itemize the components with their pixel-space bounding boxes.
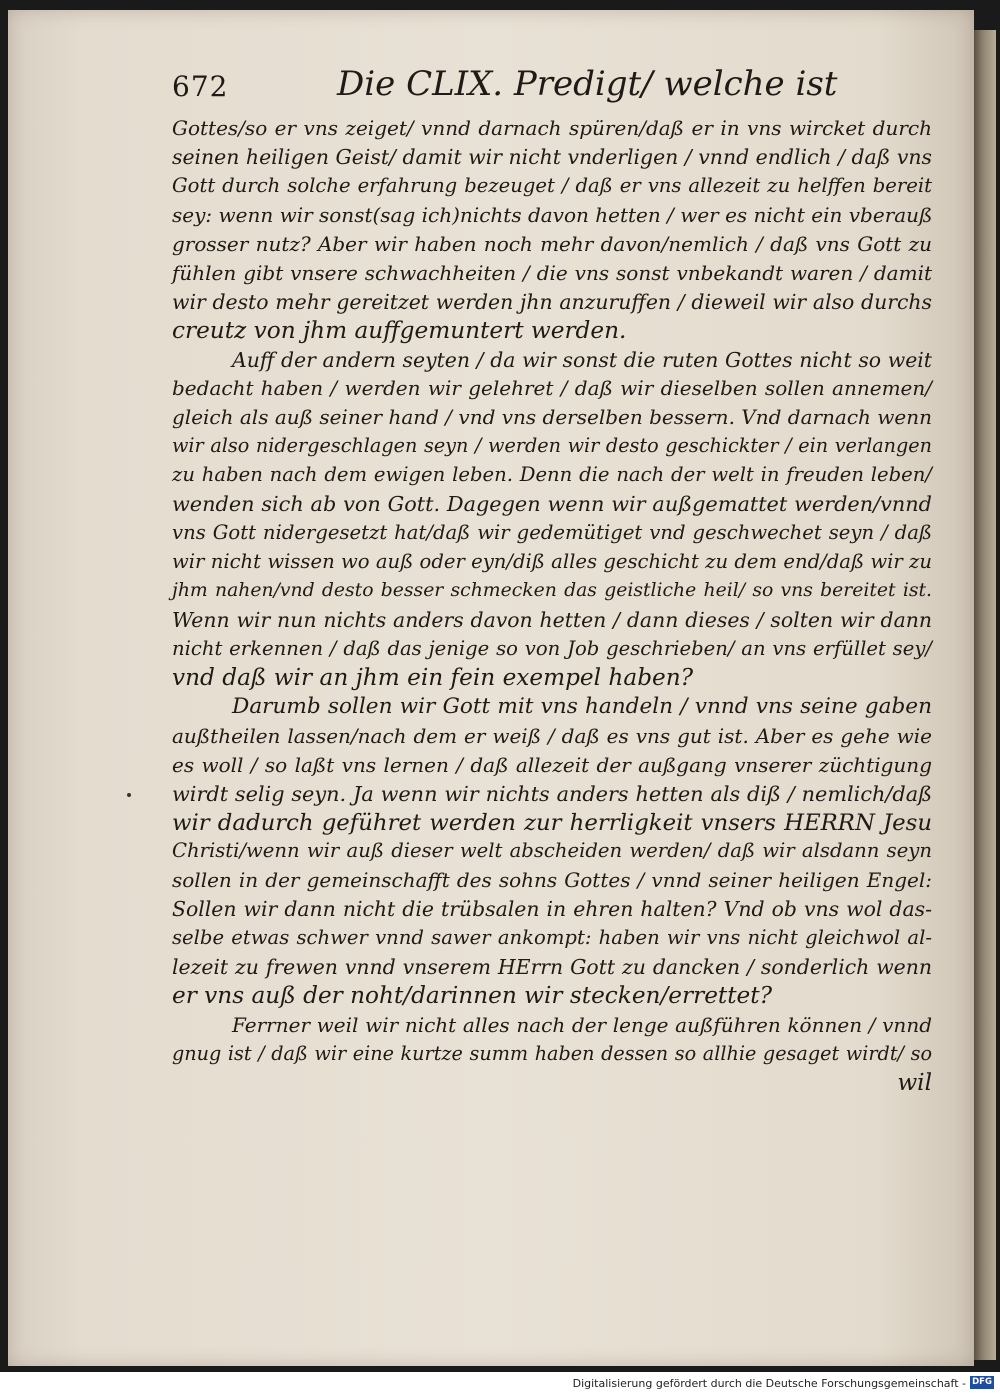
text-line-22: außtheilen lassen/nach dem er weiß / daß es vns gut ist. Aber es gehe wie: [172, 723, 932, 748]
text-line-29: selbe etwas schwer vnnd sawer ankompt: haben wir vns nicht gleichwol al-: [172, 926, 932, 950]
text-line-3: Gott durch solche erfahrung bezeuget / daß er vns allezeit zu helffen bereit: [172, 173, 932, 197]
margin-mark: [127, 793, 131, 797]
text-line-17: jhm nahen/vnd desto besser schmecken das geistliche heil/ so vns bereitet ist.: [172, 580, 932, 601]
text-line-14: wenden sich ab von Gott. Dagegen wenn wir außgemattet werden/vnnd: [172, 492, 932, 517]
text-line-7: wir desto mehr gereitzet werden jhn anzuruffen / dieweil wir also durchs: [172, 289, 932, 314]
text-line-2: seinen heiligen Geist/ damit wir nicht vnderligen / vnnd endlich / daß vns: [172, 144, 932, 169]
text-line-18: Wenn wir nun nichts anders davon hetten / dann dieses / solten wir dann: [172, 607, 932, 632]
text-line-28: Sollen wir dann nicht die trübsalen in ehren halten? Vnd ob vns wol das-: [172, 897, 932, 922]
text-line-26: Christi/wenn wir auß dieser welt abscheiden werden/ daß wir alsdann seyn: [172, 839, 932, 863]
text-line-6: fühlen gibt vnsere schwachheiten / die vns sonst vnbekandt waren / damit: [172, 260, 932, 285]
text-line-23: es woll / so laßt vns lernen / daß allezeit der außgang vnserer züchtigung: [172, 752, 932, 777]
text-line-32: Ferrner weil wir nicht alles nach der lenge außführen können / vnnd: [232, 1013, 932, 1038]
page-number: 672: [172, 70, 229, 103]
text-line-31: er vns auß der noht/darinnen wir stecken/errettet?: [172, 982, 773, 1010]
text-line-24: wirdt selig seyn. Ja wenn wir nichts anders hetten als diß / nemlich/daß: [172, 781, 932, 806]
text-line-27: sollen in der gemeinschafft des sohns Gottes / vnnd seiner heiligen Engel:: [172, 868, 932, 893]
text-line-8: creutz von jhm auffgemuntert werden.: [172, 316, 627, 344]
text-line-15: vns Gott nidergesetzt hat/daß wir gedemütiget vnd geschwechet seyn / daß: [172, 521, 932, 545]
text-line-33: gnug ist / daß wir eine kurtze summ haben dessen so allhie gesaget wirdt/ so: [172, 1042, 932, 1065]
text-line-11: gleich als auß seiner hand / vnd vns derselben bessern. Vnd darnach wenn: [172, 405, 933, 430]
text-line-13: zu haben nach dem ewigen leben. Denn die nach der welt in freuden leben/: [172, 463, 932, 487]
text-line-10: bedacht haben / werden wir gelehret / daß wir dieselben sollen annemen/: [172, 376, 932, 401]
running-title: Die CLIX. Predigt/ welche ist: [337, 64, 838, 104]
text-line-4: sey: wenn wir sonst(sag ich)nichts davon hetten / wer es nicht ein vberauß: [172, 202, 933, 227]
text-line-30: lezeit zu frewen vnnd vnserem HErrn Gott zu dancken / sonderlich wenn: [172, 955, 932, 980]
text-line-5: grosser nutz? Aber wir haben noch mehr davon/nemlich / daß vns Gott zu: [172, 231, 932, 256]
sermon-text: [172, 114, 932, 1098]
digitization-footer: [0, 1372, 1000, 1394]
page-header: [172, 64, 932, 108]
dfg-logo-icon: DFG: [970, 1376, 994, 1389]
text-line-21: Darumb sollen wir Gott mit vns handeln / vnnd vns seine gaben: [232, 693, 932, 719]
text-line-12: wir also nidergeschlagen seyn / werden wir desto geschickter / ein verlangen: [172, 434, 932, 458]
funding-credit: Digitalisierung gefördert durch die Deutsche Forschungsgemeinschaft -: [572, 1377, 966, 1390]
book-gutter: [974, 30, 996, 1360]
text-line-25: wir dadurch geführet werden zur herrligkeit vnsers HERRN Jesu: [172, 809, 932, 836]
text-line-20: vnd daß wir an jhm ein fein exempel haben?: [172, 663, 694, 691]
text-line-9: Auff der andern seyten / da wir sonst die ruten Gottes nicht so weit: [232, 347, 932, 372]
text-line-1: Gottes/so er vns zeiget/ vnnd darnach spüren/daß er in vns wircket durch: [172, 116, 932, 140]
text-line-16: wir nicht wissen wo auß oder eyn/diß alles geschicht zu dem end/daß wir zu: [172, 550, 932, 574]
text-line-19: nicht erkennen / daß das jenige so von Job geschrieben/ an vns erfüllet sey/: [172, 636, 932, 660]
catchword: wil: [897, 1068, 932, 1096]
